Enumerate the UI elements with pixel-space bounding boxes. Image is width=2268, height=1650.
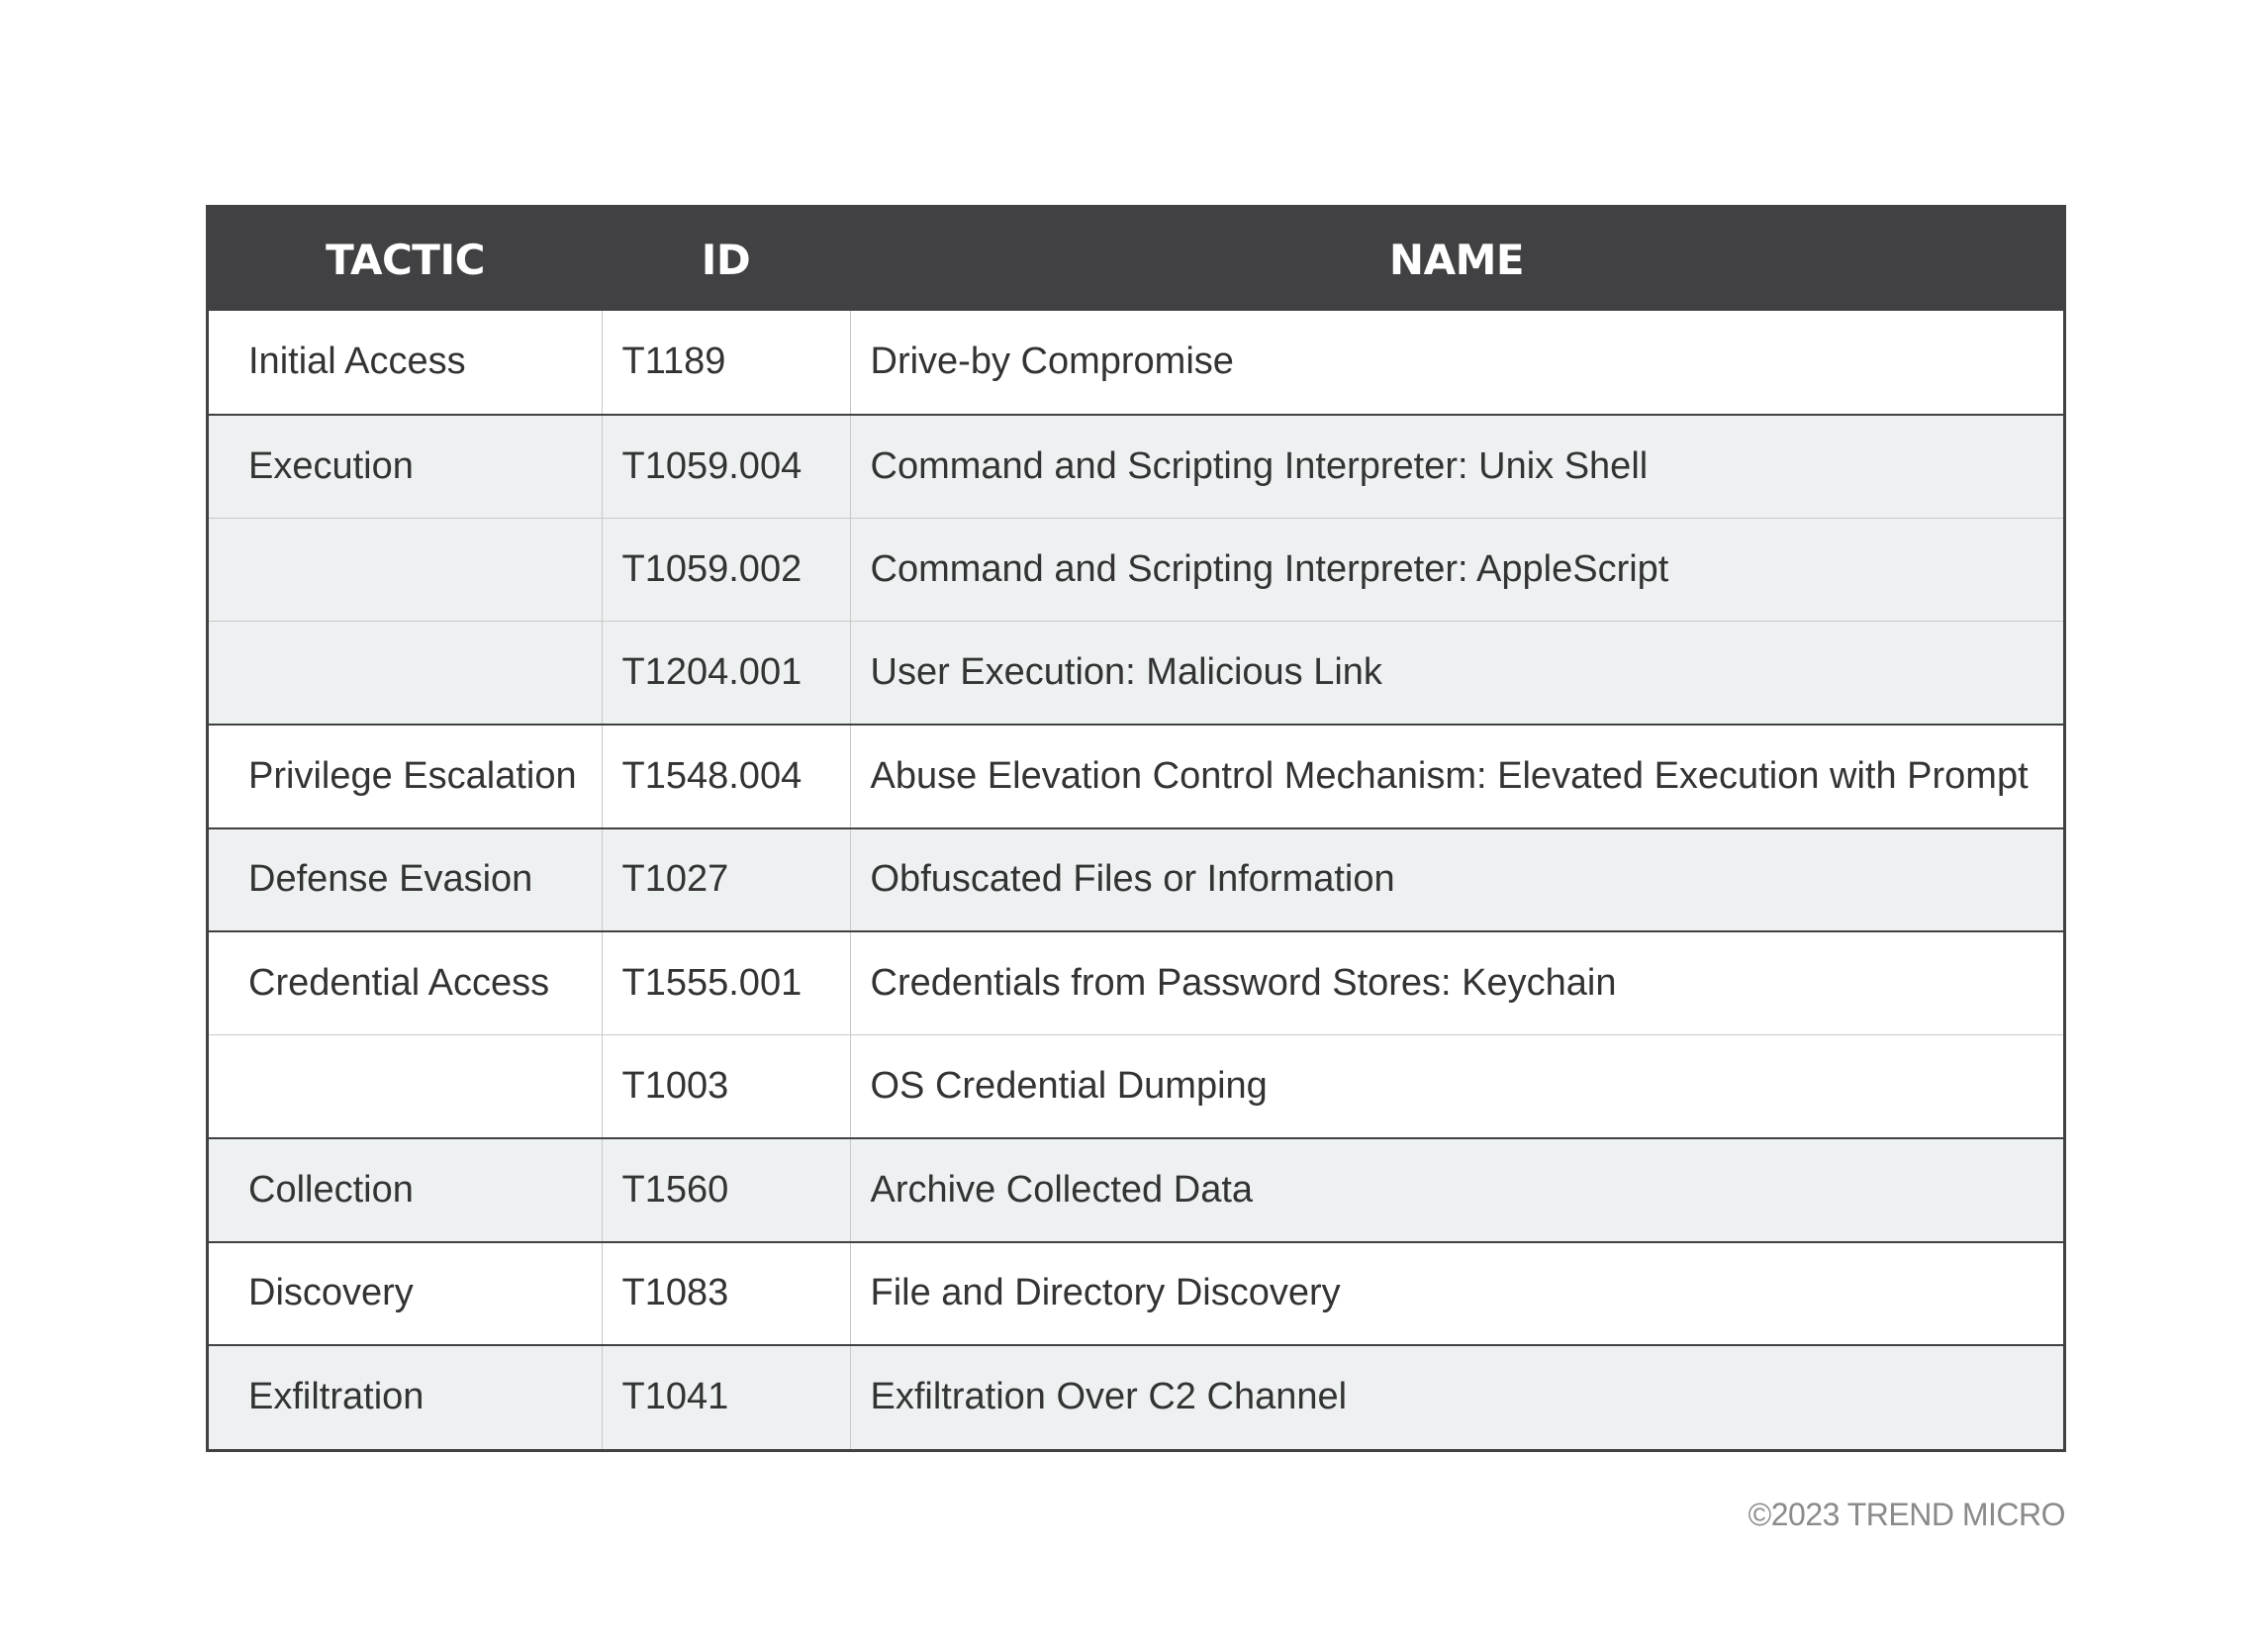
tactic-cell: Initial Access (209, 311, 602, 415)
name-cell: User Execution: Malicious Link (850, 622, 2063, 726)
name-cell: Archive Collected Data (850, 1138, 2063, 1242)
mitre-attack-table (206, 205, 2066, 1452)
tactic-cell: Execution (209, 415, 602, 519)
id-cell: T1555.001 (602, 931, 850, 1035)
header-row (209, 208, 2063, 311)
table-row (209, 622, 2063, 726)
name-cell: File and Directory Discovery (850, 1242, 2063, 1346)
copyright-notice: ©2023 TREND MICRO (1748, 1497, 2065, 1532)
table-body (209, 311, 2063, 1449)
id-cell: T1059.002 (602, 518, 850, 622)
table-row (209, 931, 2063, 1035)
name-cell: Exfiltration Over C2 Channel (850, 1345, 2063, 1449)
name-cell: Command and Scripting Interpreter: Unix Shell (850, 415, 2063, 519)
id-cell: T1059.004 (602, 415, 850, 519)
tactic-cell: Defense Evasion (209, 828, 602, 932)
tactic-cell: Credential Access (209, 931, 602, 1035)
id-cell: T1189 (602, 311, 850, 415)
header-name: NAME (1388, 235, 1525, 284)
table-row (209, 1242, 2063, 1346)
id-cell: T1041 (602, 1345, 850, 1449)
table-row (209, 1035, 2063, 1139)
tactic-cell: Discovery (209, 1242, 602, 1346)
header-tactic: TACTIC (326, 235, 485, 284)
name-cell: OS Credential Dumping (850, 1035, 2063, 1139)
header-id: ID (701, 235, 751, 284)
table-row (209, 1345, 2063, 1449)
tactic-cell (209, 1035, 602, 1139)
name-cell: Command and Scripting Interpreter: AppleScript (850, 518, 2063, 622)
id-cell: T1548.004 (602, 725, 850, 828)
id-cell: T1204.001 (602, 622, 850, 726)
table-row (209, 828, 2063, 932)
table-row (209, 415, 2063, 519)
table-header (209, 208, 2063, 311)
tactic-cell (209, 518, 602, 622)
name-cell: Credentials from Password Stores: Keychain (850, 931, 2063, 1035)
table-row (209, 311, 2063, 415)
id-cell: T1027 (602, 828, 850, 932)
table-row (209, 518, 2063, 622)
name-cell: Drive-by Compromise (850, 311, 2063, 415)
name-cell: Obfuscated Files or Information (850, 828, 2063, 932)
table-row (209, 725, 2063, 828)
id-cell: T1003 (602, 1035, 850, 1139)
name-cell: Abuse Elevation Control Mechanism: Elevated Execution with Prompt (850, 725, 2063, 828)
tactic-cell: Exfiltration (209, 1345, 602, 1449)
tactic-cell: Privilege Escalation (209, 725, 602, 828)
id-cell: T1560 (602, 1138, 850, 1242)
table-row (209, 1138, 2063, 1242)
tactic-cell (209, 622, 602, 726)
techniques-table (209, 208, 2063, 1449)
tactic-cell: Collection (209, 1138, 602, 1242)
id-cell: T1083 (602, 1242, 850, 1346)
